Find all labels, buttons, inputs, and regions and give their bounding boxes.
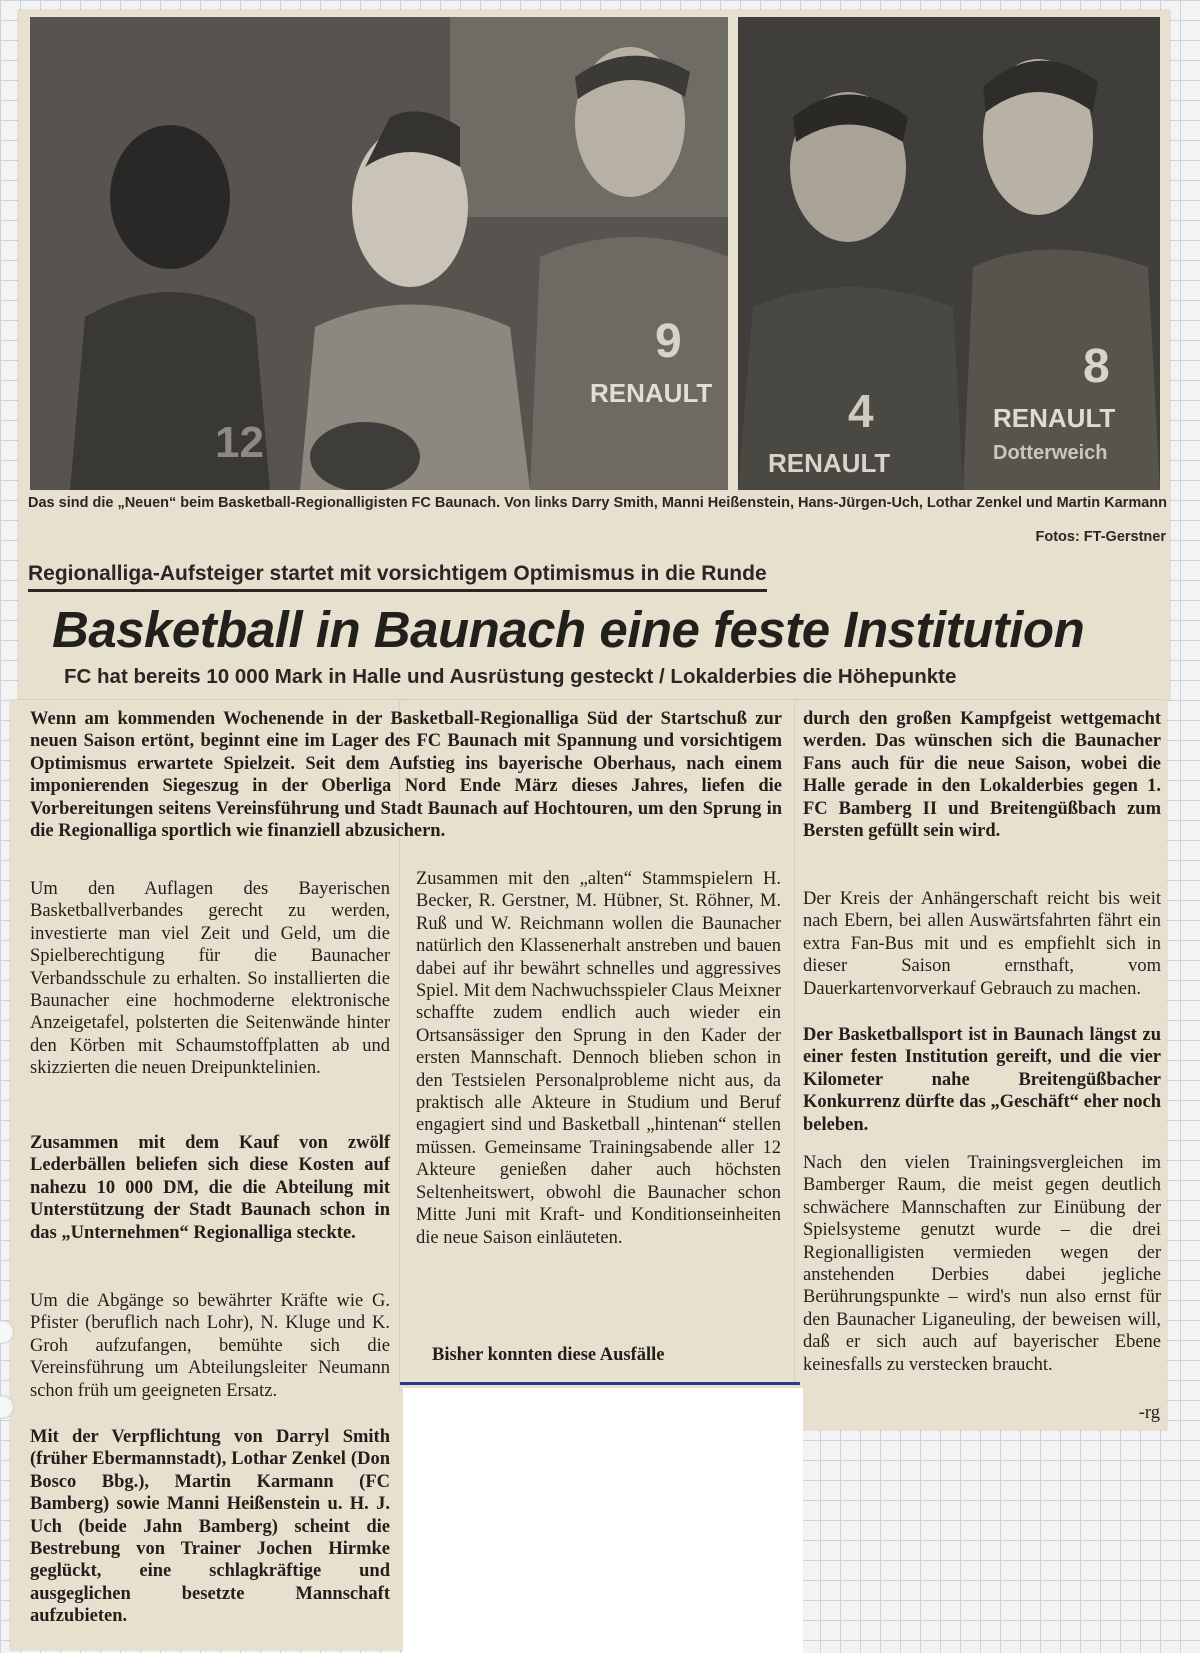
team-photo-right: [738, 17, 1160, 490]
col3-paragraph: Der Kreis der Anhängerschaft reicht bis weit nach Ebern, bei allen Auswärtsfahrten fährt ein extra Fan-Bus mit und es empfiehlt sich in dieser Saison ernsthaft, vom Dauerkartenvorverkauf Gebrauch zu machen.: [803, 889, 1161, 999]
lead-paragraph: Wenn am kommenden Wochenende in der Basketball-Regionalliga Süd der Startschuß zur neuen Saison ertönt, beginnt eine im Lager des FC Baunach mit Spannung und vorsichtigem Optimismus erwartete Spielzeit. Seit dem Aufstieg ins bayerische Oberhaus, nach einem imponierenden Siegeszug in der Oberliga Nord Ende März dieses Jahres, liefen die Vorbereitungen seitens Vereinsführung und Stadt Baunach auf Hochtouren, um den Sprung in die Regionalliga sportlich wie finanziell abzusichern.: [30, 709, 782, 842]
jersey-number: 8: [1083, 340, 1110, 393]
col1-paragraph: Um den Auflagen des Bayerischen Basketballverbandes gerecht zu werden, investierte man viel Zeit und Geld, um die Spielberechtigung für die Baunacher Verbandsschule zu erhalten. So installierten die Baunacher eine hochmoderne elektronische Anzeigetafel, polsterten die Seitenwände hinter den Körben mit Schaumstoffplatten ab und skizzierten die neuen Dreipunktelinien.: [30, 879, 390, 1079]
players-illustration-left: [30, 17, 728, 490]
subheadline: FC hat bereits 10 000 Mark in Halle und Ausrüstung gesteckt / Lokalderbies die Höhepunkte: [64, 665, 957, 688]
col1-paragraph: Zusammen mit dem Kauf von zwölf Lederbällen beliefen sich diese Kosten auf nahezu 10 000 DM, die die Abteilung mit Unterstützung der Stadt Baunach schon in das „Unternehmen“ Regionalliga steckte.: [30, 1133, 390, 1243]
col3-paragraph: Nach den vielen Trainingsvergleichen im Bamberger Raum, die meist gegen deutlich schwächere Mannschaften zur Einübung der Spielsysteme genutzt wurde – die drei Regionalligisten vermieden wegen der anstehenden Derbies dabei jegliche Berührungspunkte – wird's nun also ernst für den Baunacher Liganeuling, der beweisen will, daß er sich auch auf bayerischer Ebene keinesfalls zu verstecken braucht.: [803, 1153, 1161, 1375]
kicker: Regionalliga-Aufsteiger startet mit vorsichtigem Optimismus in die Runde: [28, 562, 767, 592]
jersey-sponsor: RENAULT: [768, 448, 891, 478]
col2-paragraph: Bisher konnten diese Ausfälle: [432, 1345, 665, 1365]
col1-paragraph: Um die Abgänge so bewährter Kräfte wie G. Pfister (beruflich nach Lohr), N. Kluge und K. Groh aufzufangen, bemühte sich die Vereinsführung um Abteilungsleiter Neumann schon früh um geeigneten Ersatz.: [30, 1291, 390, 1401]
team-photo-left: [30, 17, 728, 490]
blank-cutout: [403, 1388, 803, 1653]
jersey-sponsor: RENAULT: [993, 403, 1116, 433]
headline: Basketball in Baunach eine feste Institution: [52, 601, 1085, 658]
jersey-sponsor: RENAULT: [590, 378, 713, 408]
jersey-sponsor-city: Dotterweich: [993, 442, 1108, 464]
col3-paragraph: durch den großen Kampfgeist wettgemacht werden. Das wünschen sich die Baunacher Fans auch für die neue Saison, wobei die Halle gerade in den Lokalderbies gegen 1. FC Bamberg II und Breitengüßbach zum Bersten gefüllt sein wird.: [803, 709, 1161, 842]
author-signature: -rg: [1138, 1403, 1160, 1423]
photo-credit: Fotos: FT-Gerstner: [1035, 529, 1166, 545]
col3-paragraph: Der Basketballsport ist in Baunach längst zu einer festen Institution gereift, und die vier Kilometer nahe Breitengüßbacher Konkurrenz dürfte das „Geschäft“ eher noch beleben.: [803, 1025, 1161, 1135]
jersey-number: 9: [655, 315, 682, 368]
jersey-number: 4: [848, 385, 874, 437]
players-illustration-right: [738, 17, 1160, 490]
blue-marker-line: [400, 1382, 800, 1385]
photo-caption: Das sind die „Neuen“ beim Basketball-Regionalligisten FC Baunach. Von links Darry Smith, Manni Heißenstein, Hans-Jürgen-Uch, Lothar Zenkel und Martin Karmann: [28, 495, 1167, 511]
col1-paragraph: Mit der Verpflichtung von Darryl Smith (früher Ebermannstadt), Lothar Zenkel (Don Bosco Bbg.), Martin Karmann (FC Bamberg) sowie Manni Heißenstein u. H. J. Uch (beide Jahn Bamberg) scheint die Bestrebung von Trainer Jochen Hirmke geglückt, eine schlagkräftige und ausgeglichen besetzte Mannschaft aufzubieten.: [30, 1427, 390, 1627]
jersey-number: 12: [215, 418, 264, 467]
col2-paragraph: Zusammen mit den „alten“ Stammspielern H. Becker, R. Gerstner, M. Hübner, St. Röhner, M. Ruß und W. Reichmann wollen die Baunacher natürlich den Klassenerhalt anstreben und bauen dabei auf ihr bewährt schnelles und aggressives Spiel. Mit dem Nachwuchsspieler Claus Meixner schaffte zudem endlich auch wieder ein Ortsansässiger den Sprung in den Kader der ersten Mannschaft. Dennoch blieben schon in den Testsielen Personalprobleme nicht aus, da praktisch alle Akteure in Studium und Beruf engagiert sind und Basketball „hintenan“ stellen müssen. Gemeinsame Trainingsabende aller 12 Akteure genießen daher auch höchsten Seltenheitswert, obwohl die Baunacher schon Mitte Juni mit Kraft- und Konditionseinheiten die neue Saison einläuteten.: [416, 869, 781, 1248]
